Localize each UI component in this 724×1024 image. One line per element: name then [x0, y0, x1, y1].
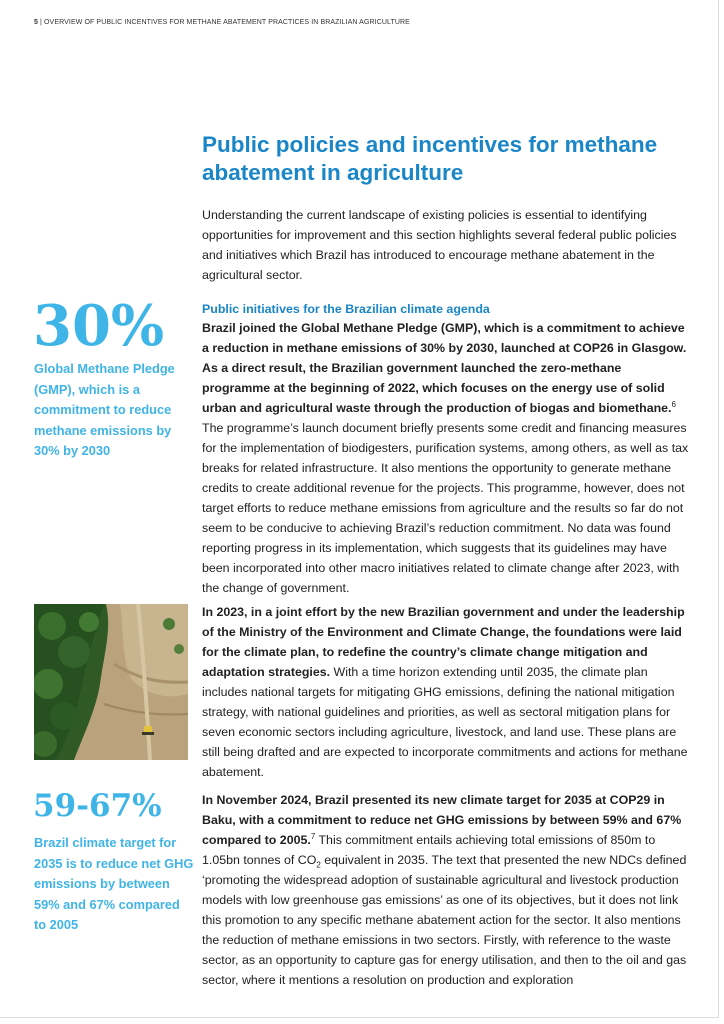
page-number: 5: [34, 19, 38, 26]
co2-subscript: 2: [316, 860, 321, 870]
page-title: Public policies and incentives for methane abatement in agriculture: [202, 132, 658, 185]
paragraph-ndc-body-b: equivalent in 2035. The text that presented the new NDCs defined ‘promoting the widespread adoption of sustainable agricultural and livestock production models with low greenhouse gas emissions’ as one of its objectives, but it does not link this promotion to any specific methane abatement action for the sector. It also mentions the reduction of methane emissions in two sectors. Firstly, with reference to the waste sector, as an opportunity to capture gas for energy utilisation, and then to the oil and gas sector, where it mentions a resolution on production and exploration: [202, 853, 687, 987]
section-heading-climate-agenda: Public initiatives for the Brazilian climate agenda: [202, 302, 490, 316]
intro-paragraph: Understanding the current landscape of existing policies is essential to identifying opportunities for improvement and this section highlights several federal public policies and initiatives which Brazil has introduced to encourage methane abatement in the agricultural sector.: [202, 208, 677, 282]
aerial-photo-illustration: [34, 604, 188, 760]
running-header: [34, 19, 410, 26]
aerial-deforestation-photo: [34, 604, 188, 760]
callout-number-30: 30%: [33, 293, 165, 359]
callout-caption-59-67: Brazil climate target for 2035 is to reduce net GHG emissions by between 59% and 67% compared to 2005: [34, 835, 194, 932]
paragraph-climate-plan-body: With a time horizon extending until 2035, the climate plan includes national targets for mitigating GHG emissions, defining the national mitigation strategy, with national guidelines and priorities, as well as sectoral mitigation plans for seven economic sectors including agriculture, livestock, and land use. These plans are still being drafted and are expected to incorporate commitments and actions for methane abatement.: [202, 665, 688, 779]
running-title: OVERVIEW OF PUBLIC INCENTIVES FOR METHANE ABATEMENT PRACTICES IN BRAZILIAN AGRICULTURE: [44, 19, 410, 26]
paragraph-gmp-body: The programme’s launch document briefly presents some credit and financing measures for the implementation of biodigesters, purification systems, among others, as well as tax breaks for related infrastructure. It also mentions the opportunity to generate methane credits to create additional revenue for the projects. This programme, however, does not target efforts to reduce methane emissions from agriculture and the results so far do not seem to be conducive to achieving Brazil’s reduction commitment. No data was found reporting progress in its implementation, which suggests that its guidelines may have been incorporated into other macro initiatives related to climate change after 2023, with the change of government.: [202, 421, 689, 595]
paragraph-gmp-bold-lead: Brazil joined the Global Methane Pledge (GMP), which is a commitment to achieve a reduction in methane emissions of 30% by 2030, launched at COP26 in Glasgow. As a direct result, the Brazilian government launched the zero-methane programme at the beginning of 2022, which focuses on the energy use of solid urban and agricultural waste through the production of biogas and biomethane.: [202, 321, 687, 415]
paragraph-climate-plan: [202, 602, 692, 782]
paragraph-ndc-bold-lead: In November 2024, Brazil presented its new climate target for 2035 at COP29 in Baku, with a commitment to reduce net GHG emissions by between 59% and 67% compared to 2005.: [202, 793, 682, 847]
callout-number-59-67: 59-67%: [33, 788, 162, 824]
footnote-7: 7: [310, 831, 316, 841]
paragraph-ndc: [202, 790, 692, 990]
callout-caption-30: Global Methane Pledge (GMP), which is a commitment to reduce methane emissions by 30% by 2030: [34, 361, 175, 458]
paragraph-gmp: [202, 318, 692, 598]
paragraph-climate-plan-bold-lead: In 2023, in a joint effort by the new Brazilian government and under the leadership of the Ministry of the Environment and Climate Change, the foundations were laid for the climate plan, to redefine the country’s climate change mitigation and adaptation strategies.: [202, 605, 685, 679]
footnote-6: 6: [671, 399, 676, 409]
header-separator: |: [38, 19, 45, 26]
paragraph-ndc-body-a: This commitment entails achieving total emissions of 850m to 1.05bn tonnes of CO: [202, 833, 656, 867]
